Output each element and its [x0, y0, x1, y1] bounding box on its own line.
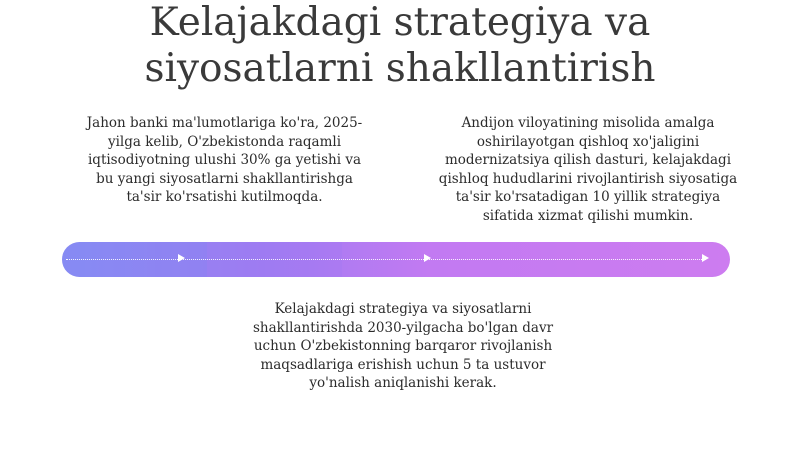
text-line: yo'nalish aniqlanishi kerak.	[309, 375, 497, 391]
page-title	[0, 0, 800, 92]
text-line: yilga kelib, O'zbekistonda raqamli	[107, 133, 342, 150]
timeline-bar	[62, 242, 730, 277]
text-line: Jahon banki ma'lumotlariga ko'ra, 2025-	[86, 115, 363, 131]
text-line: bu yangi siyosatlarni shakllantirishga	[96, 170, 353, 187]
text-line: Andijon viloyatining misolida amalga	[461, 115, 715, 131]
text-line: sifatida xizmat qilishi mumkin.	[482, 207, 694, 224]
page-title-line-1: Kelajakdagi strategiya va	[149, 0, 651, 45]
text-line: uchun O'zbekistonning barqaror rivojlanish	[253, 338, 553, 354]
text-line: iqtisodiyotning ulushi 30% ga yetishi va	[87, 152, 362, 168]
text-line: shakllantirishda 2030-yilgacha bo'lgan davr	[252, 319, 554, 336]
text-line: qishloq hududlarini rivojlantirish siyosatiga	[438, 170, 738, 187]
text-line: Kelajakdagi strategiya va siyosatlarni	[274, 301, 532, 317]
arrow-right-icon	[178, 254, 185, 262]
arrow-right-icon	[702, 254, 709, 262]
text-line: oshirilayotgan qishloq xo'jaligini	[476, 133, 700, 150]
text-line: maqsadlariga erishish uchun 5 ta ustuvor	[260, 356, 546, 373]
timeline-dotted-line	[66, 259, 706, 260]
text-block-right	[418, 114, 758, 225]
text-line: ta'sir ko'rsatadigan 10 yillik strategiya	[455, 189, 721, 205]
page-title-line-2: siyosatlarni shakllantirish	[144, 46, 656, 91]
arrow-right-icon	[424, 254, 431, 262]
text-line: modernizatsiya qilish dasturi, kelajakdagi	[444, 152, 732, 168]
text-line: ta'sir ko'rsatishi kutilmoqda.	[126, 189, 323, 205]
text-block-left	[72, 114, 377, 207]
text-block-bottom	[238, 300, 568, 393]
